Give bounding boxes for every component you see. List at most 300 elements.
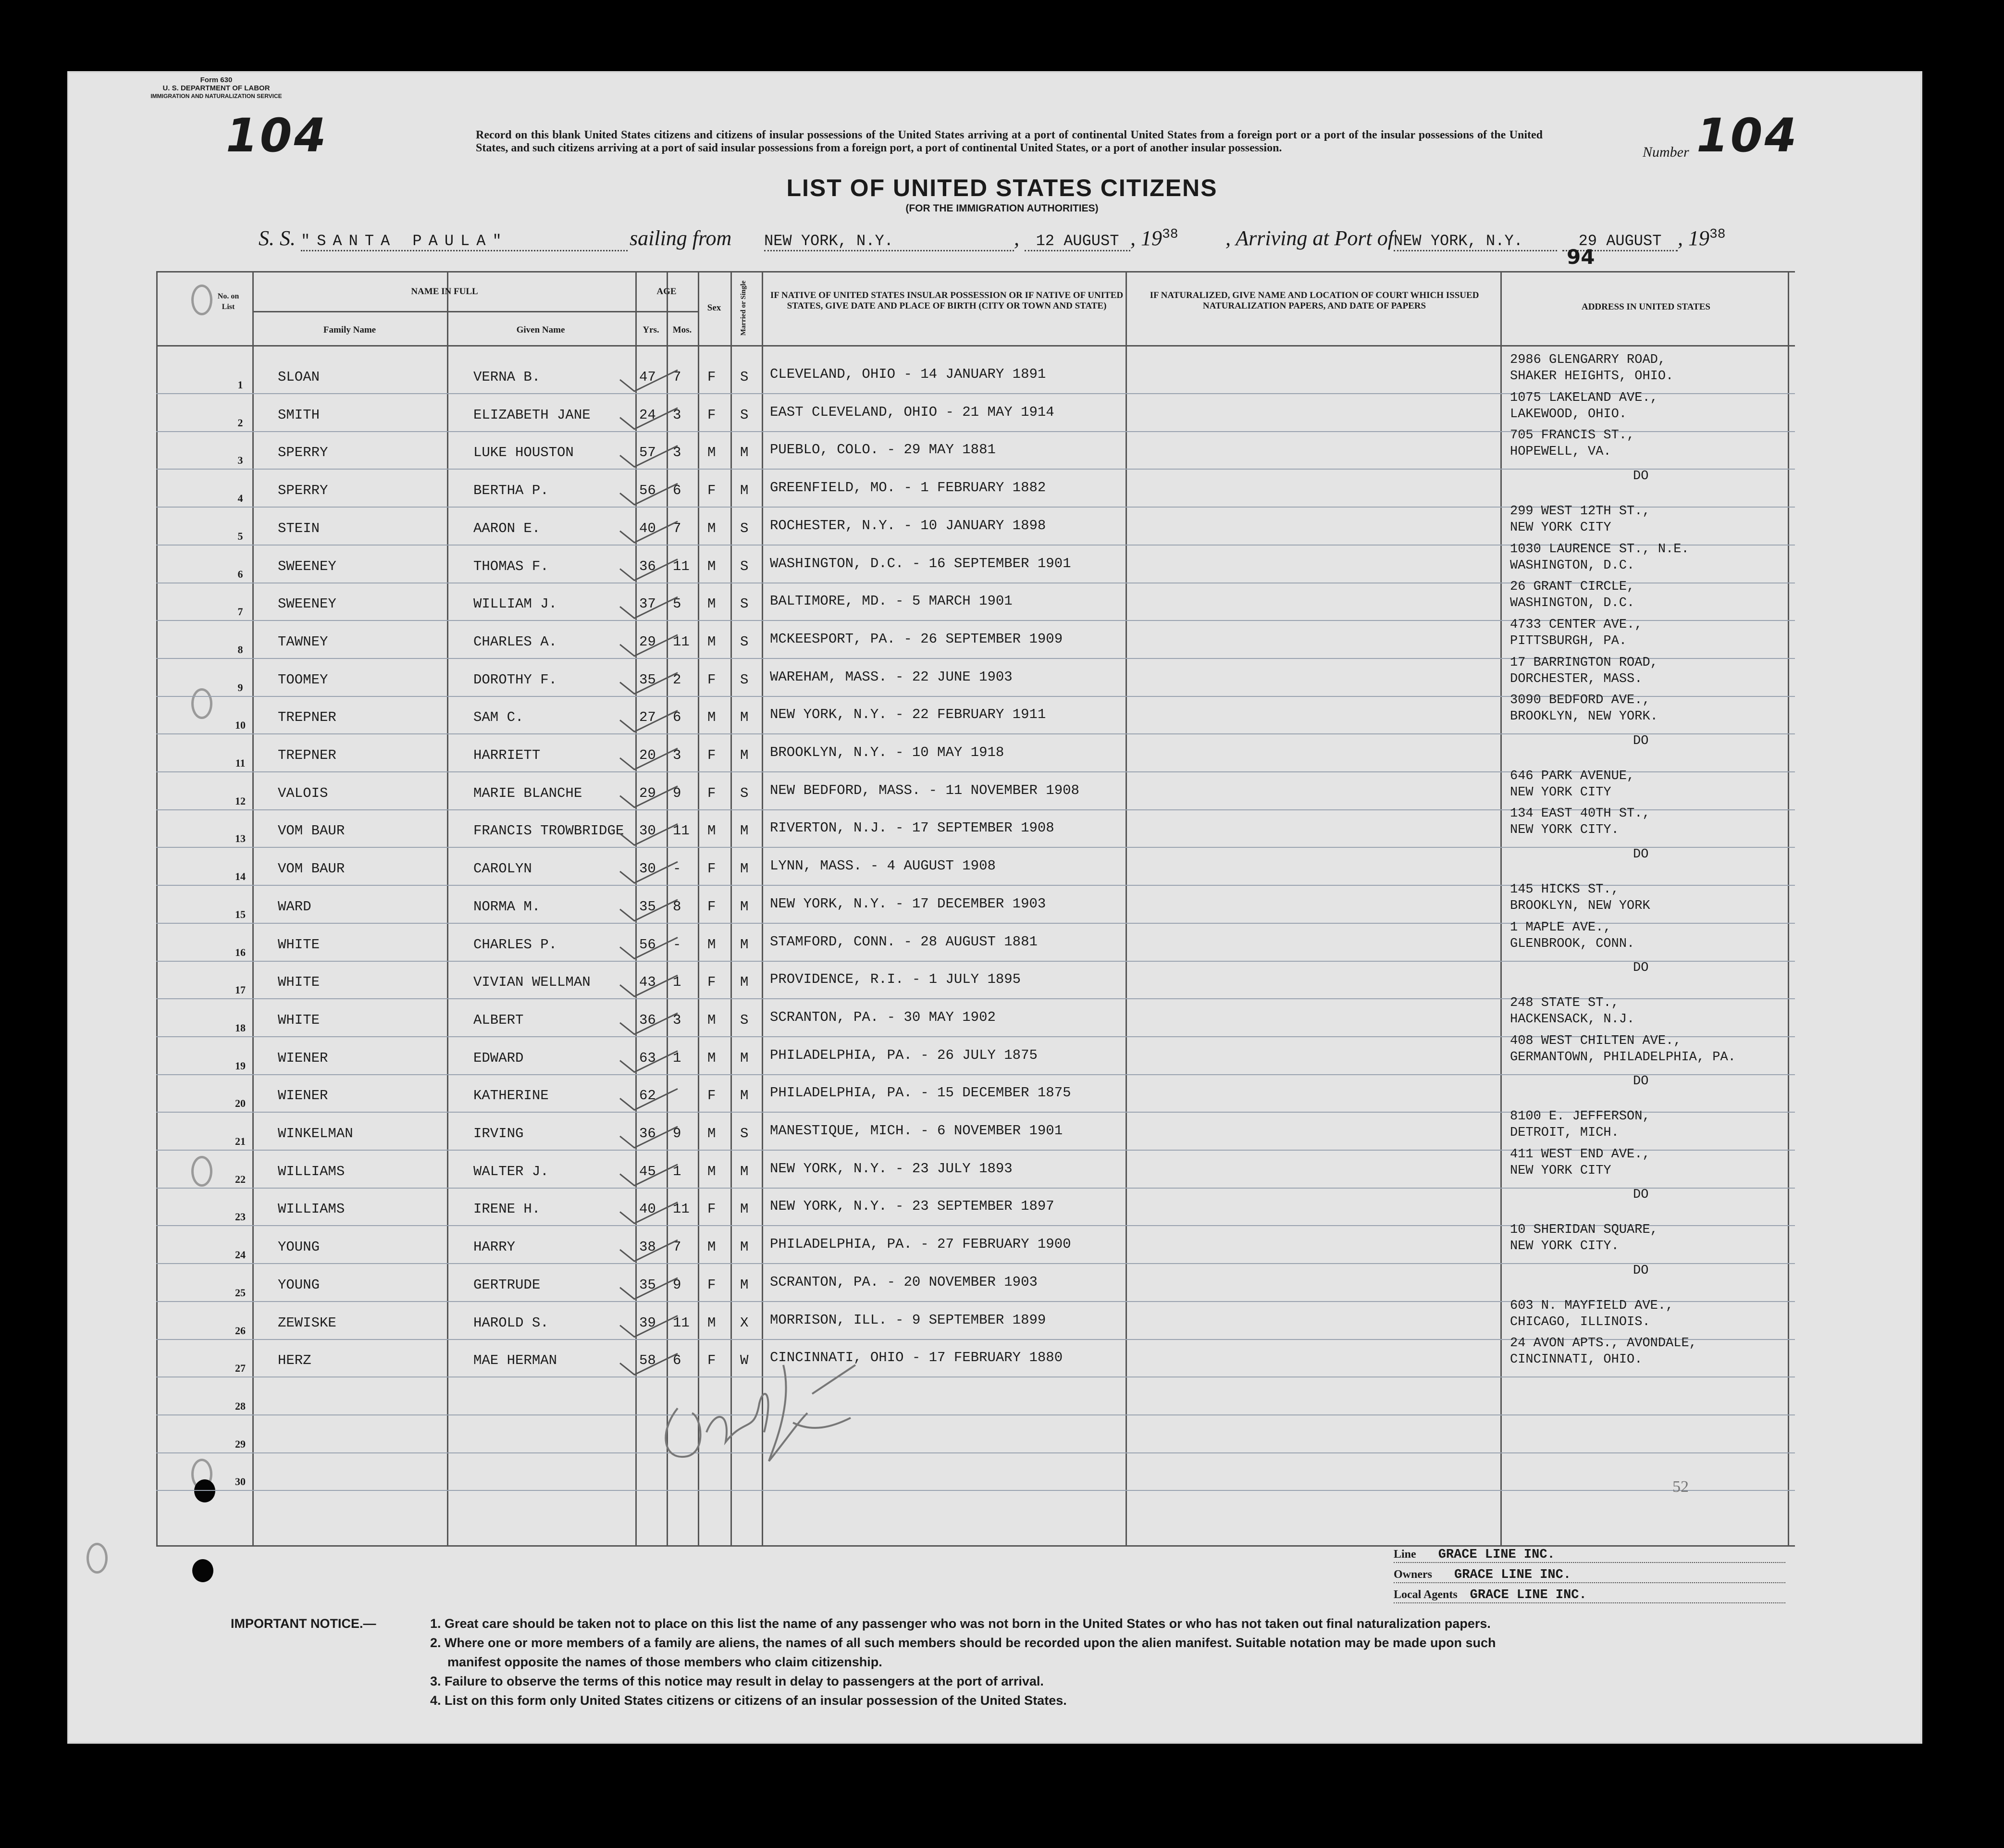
owners-value: GRACE LINE INC. bbox=[1454, 1568, 1571, 1582]
marital-status: X bbox=[740, 1315, 749, 1331]
birth-place-date: RIVERTON, N.J. - 17 SEPTEMBER 1908 bbox=[770, 820, 1054, 836]
birth-place-date: BALTIMORE, MD. - 5 MARCH 1901 bbox=[770, 593, 1013, 609]
sex: F bbox=[707, 1277, 716, 1293]
address-line-1: DO bbox=[1633, 1074, 1649, 1089]
marital-status: M bbox=[740, 823, 749, 839]
given-name: SAM C. bbox=[473, 709, 524, 725]
marital-status: S bbox=[740, 634, 749, 650]
marital-status: S bbox=[740, 407, 749, 423]
header-family-name: Family Name bbox=[323, 325, 376, 335]
address-line-1: 4733 CENTER AVE., bbox=[1510, 618, 1643, 632]
sex: F bbox=[707, 861, 716, 877]
sex: M bbox=[707, 1164, 716, 1179]
given-name: IRVING bbox=[473, 1126, 524, 1141]
birth-place-date: CINCINNATI, OHIO - 17 FEBRUARY 1880 bbox=[770, 1350, 1063, 1365]
to-year: 38 bbox=[1709, 227, 1726, 242]
marital-status: M bbox=[740, 445, 749, 460]
family-name: SWEENEY bbox=[278, 558, 336, 574]
sex: F bbox=[707, 899, 716, 915]
line-value: GRACE LINE INC. bbox=[1438, 1548, 1555, 1562]
address-line-2: BROOKLYN, NEW YORK bbox=[1510, 899, 1650, 913]
age-years: 36 bbox=[639, 1012, 656, 1028]
birth-place-date: NEW YORK, N.Y. - 22 FEBRUARY 1911 bbox=[770, 707, 1046, 722]
sex: F bbox=[707, 483, 716, 498]
header-address: ADDRESS IN UNITED STATES bbox=[1581, 302, 1710, 312]
row-number: 21 bbox=[235, 1135, 246, 1147]
address-line-2: GERMANTOWN, PHILADELPHIA, PA. bbox=[1510, 1050, 1736, 1065]
given-name: MARIE BLANCHE bbox=[473, 785, 582, 801]
sex: M bbox=[707, 1012, 716, 1028]
row-number: 7 bbox=[237, 606, 243, 618]
binder-hole-icon bbox=[191, 285, 212, 315]
family-name: TREPNER bbox=[278, 747, 336, 763]
age-months: 3 bbox=[673, 445, 681, 460]
given-name: LUKE HOUSTON bbox=[473, 445, 574, 460]
handwritten-note: 94 bbox=[1567, 245, 1595, 269]
notice-item: 3. Failure to observe the terms of this notice may result in delay to passengers at the port of arrival. bbox=[430, 1674, 1044, 1688]
line-label: Line bbox=[1394, 1548, 1416, 1561]
page-title: LIST OF UNITED STATES CITIZENS bbox=[786, 174, 1218, 201]
ss-label: S. S. bbox=[259, 226, 296, 250]
family-name: STEIN bbox=[278, 521, 320, 536]
owners-field bbox=[1394, 1568, 1785, 1583]
notice-item: manifest opposite the names of those members who claim citizenship. bbox=[447, 1655, 882, 1669]
family-name: TOOMEY bbox=[278, 672, 328, 688]
age-years: 56 bbox=[639, 937, 656, 953]
header-age: AGE bbox=[656, 286, 677, 297]
owners-label: Owners bbox=[1394, 1568, 1432, 1581]
age-months: 7 bbox=[673, 521, 681, 536]
age-months: - bbox=[673, 861, 681, 877]
notice-item: 1. Great care should be taken not to place on this list the name of any passenger who was not born in the United States or who has not taken out final naturalization papers. bbox=[430, 1616, 1491, 1631]
given-name: WALTER J. bbox=[473, 1164, 549, 1179]
row-rule bbox=[156, 1188, 1795, 1189]
address-line-2: NEW YORK CITY bbox=[1510, 1164, 1611, 1178]
row-number: 15 bbox=[235, 908, 246, 920]
address-line-1: DO bbox=[1633, 1188, 1649, 1202]
birth-place-date: SCRANTON, PA. - 30 MAY 1902 bbox=[770, 1009, 996, 1025]
column-rule bbox=[156, 271, 158, 1545]
given-name: VERNA B. bbox=[473, 369, 541, 385]
header-mos: Mos. bbox=[672, 325, 692, 335]
family-name: VALOIS bbox=[278, 785, 328, 801]
birth-place-date: PHILADELPHIA, PA. - 26 JULY 1875 bbox=[770, 1047, 1038, 1063]
age-months: 1 bbox=[673, 1164, 681, 1179]
marital-status: M bbox=[740, 1164, 749, 1179]
row-number: 18 bbox=[235, 1022, 246, 1034]
local-agents-value: GRACE LINE INC. bbox=[1470, 1588, 1587, 1602]
address-line-2: NEW YORK CITY. bbox=[1510, 1239, 1619, 1253]
sex: M bbox=[707, 937, 716, 953]
row-number: 25 bbox=[235, 1287, 246, 1299]
age-months: 9 bbox=[673, 1126, 681, 1141]
given-name: FRANCIS TROWBRIDGE bbox=[473, 823, 624, 839]
header-birth: IF NATIVE OF UNITED STATES INSULAR POSSESSION OR IF NATIVE OF UNITED STATES, GIVE DATE AND PLACE OF BIRTH (CITY OR TOWN AND STATE) bbox=[770, 290, 1124, 311]
row-number: 19 bbox=[235, 1060, 246, 1072]
row-number: 16 bbox=[235, 946, 246, 958]
family-name: WILLIAMS bbox=[278, 1201, 345, 1217]
birth-place-date: PHILADELPHIA, PA. - 15 DECEMBER 1875 bbox=[770, 1085, 1071, 1101]
marital-status: M bbox=[740, 709, 749, 725]
header-no-on-list: No. on List bbox=[217, 292, 239, 311]
marital-status: S bbox=[740, 785, 749, 801]
table-top-rule bbox=[156, 271, 1795, 273]
birth-place-date: ROCHESTER, N.Y. - 10 JANUARY 1898 bbox=[770, 518, 1046, 533]
header-sex: Sex bbox=[707, 303, 721, 313]
year-prefix-to: 19 bbox=[1688, 226, 1709, 250]
table-bottom-rule bbox=[156, 1545, 1795, 1547]
from-date: 12 AUGUST bbox=[1025, 232, 1130, 251]
address-line-2: PITTSBURGH, PA. bbox=[1510, 634, 1627, 648]
form-number: Form 630 bbox=[200, 76, 233, 84]
ship-name: "SANTA PAULA" bbox=[301, 232, 628, 251]
given-name: AARON E. bbox=[473, 521, 541, 536]
age-years: 36 bbox=[639, 1126, 656, 1141]
header-given-name: Given Name bbox=[516, 325, 565, 335]
local-agents-label: Local Agents bbox=[1394, 1588, 1458, 1601]
age-months: 8 bbox=[673, 899, 681, 915]
address-line-1: 299 WEST 12TH ST., bbox=[1510, 504, 1650, 519]
marital-status: M bbox=[740, 861, 749, 877]
row-number: 3 bbox=[237, 454, 243, 466]
header-married-single: Married or Single bbox=[740, 280, 747, 336]
address-line-2: BROOKLYN, NEW YORK. bbox=[1510, 709, 1658, 724]
sex: F bbox=[707, 1352, 716, 1368]
address-line-2: DORCHESTER, MASS. bbox=[1510, 672, 1643, 686]
age-months: 5 bbox=[673, 596, 681, 612]
service-name: IMMIGRATION AND NATURALIZATION SERVICE bbox=[150, 93, 282, 99]
to-date: 29 AUGUST bbox=[1562, 232, 1678, 251]
age-years: 62 bbox=[639, 1088, 656, 1104]
address-line-1: 646 PARK AVENUE, bbox=[1510, 769, 1635, 783]
row-number: 29 bbox=[235, 1438, 246, 1450]
address-line-1: 26 GRANT CIRCLE, bbox=[1510, 580, 1635, 594]
row-number: 30 bbox=[235, 1476, 246, 1488]
column-rule bbox=[447, 271, 448, 1545]
age-years: 36 bbox=[639, 558, 656, 574]
row-number: 6 bbox=[237, 568, 243, 580]
address-line-2: WASHINGTON, D.C. bbox=[1510, 596, 1635, 610]
given-name: WILLIAM J. bbox=[473, 596, 557, 612]
sex: M bbox=[707, 558, 716, 574]
sex: M bbox=[707, 521, 716, 536]
address-line-2: NEW YORK CITY bbox=[1510, 785, 1611, 800]
given-name: DOROTHY F. bbox=[473, 672, 557, 688]
voyage-line bbox=[259, 226, 628, 251]
address-line-2: CHICAGO, ILLINOIS. bbox=[1510, 1315, 1650, 1329]
department-name: U. S. DEPARTMENT OF LABOR bbox=[162, 84, 270, 92]
address-line-1: 10 SHERIDAN SQUARE, bbox=[1510, 1223, 1658, 1237]
row-number: 11 bbox=[235, 757, 246, 769]
given-name: CHARLES P. bbox=[473, 937, 557, 953]
row-number: 10 bbox=[235, 719, 246, 731]
sex: M bbox=[707, 1315, 716, 1331]
age-years: 45 bbox=[639, 1164, 656, 1179]
address-line-1: 411 WEST END AVE., bbox=[1510, 1147, 1650, 1162]
family-name: WINKELMAN bbox=[278, 1126, 353, 1141]
age-months: 3 bbox=[673, 407, 681, 423]
given-name: HARRY bbox=[473, 1239, 516, 1255]
arriving-label: , Arriving at Port of bbox=[1225, 226, 1394, 250]
given-name: GERTRUDE bbox=[473, 1277, 541, 1293]
age-months: 11 bbox=[673, 1315, 690, 1331]
birth-place-date: PUEBLO, COLO. - 29 MAY 1881 bbox=[770, 442, 996, 458]
sex: M bbox=[707, 1050, 716, 1066]
stamp-number-left: 104 bbox=[226, 109, 328, 162]
row-number: 22 bbox=[235, 1173, 246, 1185]
age-years: 30 bbox=[639, 823, 656, 839]
age-years: 58 bbox=[639, 1352, 656, 1368]
family-name: VOM BAUR bbox=[278, 861, 345, 877]
marital-status: M bbox=[740, 974, 749, 990]
address-line-1: 24 AVON APTS., AVONDALE, bbox=[1510, 1336, 1697, 1351]
birth-place-date: NEW BEDFORD, MASS. - 11 NOVEMBER 1908 bbox=[770, 782, 1079, 798]
row-number: 23 bbox=[235, 1211, 246, 1223]
family-name: WILLIAMS bbox=[278, 1164, 345, 1179]
family-name: WHITE bbox=[278, 937, 320, 953]
column-rule bbox=[1788, 271, 1789, 1545]
to-port: NEW YORK, N.Y. bbox=[1394, 232, 1557, 251]
birth-place-date: GREENFIELD, MO. - 1 FEBRUARY 1882 bbox=[770, 480, 1046, 496]
binder-hole-icon bbox=[87, 1543, 108, 1574]
address-line-1: DO bbox=[1633, 1264, 1649, 1278]
address-line-1: 134 EAST 40TH ST., bbox=[1510, 806, 1650, 821]
birth-place-date: NEW YORK, N.Y. - 23 SEPTEMBER 1897 bbox=[770, 1198, 1054, 1214]
sex: F bbox=[707, 785, 716, 801]
address-line-2: DETROIT, MICH. bbox=[1510, 1126, 1619, 1140]
birth-place-date: NEW YORK, N.Y. - 23 JULY 1893 bbox=[770, 1161, 1013, 1177]
row-number: 1 bbox=[237, 379, 243, 391]
age-months: 11 bbox=[673, 823, 690, 839]
age-months: 1 bbox=[673, 1050, 681, 1066]
birth-place-date: BROOKLYN, N.Y. - 10 MAY 1918 bbox=[770, 744, 1004, 760]
age-years: 43 bbox=[639, 974, 656, 990]
year-prefix-from: 19 bbox=[1141, 226, 1162, 250]
family-name: YOUNG bbox=[278, 1239, 320, 1255]
address-line-2: NEW YORK CITY. bbox=[1510, 823, 1619, 837]
age-years: 57 bbox=[639, 445, 656, 460]
age-months: 1 bbox=[673, 974, 681, 990]
age-years: 56 bbox=[639, 483, 656, 498]
age-months: 3 bbox=[673, 1012, 681, 1028]
sex: M bbox=[707, 1126, 716, 1141]
address-line-1: 8100 E. JEFFERSON, bbox=[1510, 1109, 1650, 1124]
sex: F bbox=[707, 974, 716, 990]
notice-list bbox=[430, 1614, 1790, 1710]
sex: F bbox=[707, 1201, 716, 1217]
sex: F bbox=[707, 407, 716, 423]
age-months: 3 bbox=[673, 747, 681, 763]
sex: M bbox=[707, 709, 716, 725]
birth-place-date: PROVIDENCE, R.I. - 1 JULY 1895 bbox=[770, 971, 1021, 987]
row-number: 2 bbox=[237, 417, 243, 429]
age-months: 7 bbox=[673, 1239, 681, 1255]
given-name: NORMA M. bbox=[473, 899, 541, 915]
family-name: WHITE bbox=[278, 1012, 320, 1028]
marital-status: S bbox=[740, 558, 749, 574]
age-years: 24 bbox=[639, 407, 656, 423]
age-months: 11 bbox=[673, 634, 690, 650]
address-line-2: GLENBROOK, CONN. bbox=[1510, 937, 1635, 951]
birth-place-date: MCKEESPORT, PA. - 26 SEPTEMBER 1909 bbox=[770, 631, 1063, 647]
from-port: NEW YORK, N.Y. bbox=[764, 232, 1014, 251]
address-line-1: 2986 GLENGARRY ROAD, bbox=[1510, 353, 1666, 367]
address-line-2: HOPEWELL, VA. bbox=[1510, 445, 1611, 459]
row-rule bbox=[156, 733, 1795, 734]
row-rule bbox=[156, 1414, 1795, 1415]
row-number: 20 bbox=[235, 1097, 246, 1109]
notice-item: 2. Where one or more members of a family are aliens, the names of all such members should be recorded upon the alien manifest. Suitable notation may be made upon such bbox=[430, 1636, 1496, 1650]
address-line-1: 603 N. MAYFIELD AVE., bbox=[1510, 1299, 1674, 1313]
family-name: WIENER bbox=[278, 1050, 328, 1066]
binder-hole-icon bbox=[191, 1156, 212, 1187]
age-years: 37 bbox=[639, 596, 656, 612]
family-name: SPERRY bbox=[278, 445, 328, 460]
birth-place-date: MORRISON, ILL. - 9 SEPTEMBER 1899 bbox=[770, 1312, 1046, 1328]
given-name: EDWARD bbox=[473, 1050, 524, 1066]
address-line-1: 1030 LAURENCE ST., N.E. bbox=[1510, 542, 1689, 557]
family-name: SMITH bbox=[278, 407, 320, 423]
address-line-2: LAKEWOOD, OHIO. bbox=[1510, 407, 1627, 422]
row-rule bbox=[156, 1263, 1795, 1264]
marital-status: S bbox=[740, 596, 749, 612]
row-number: 4 bbox=[237, 492, 243, 504]
age-years: 47 bbox=[639, 369, 656, 385]
given-name: ALBERT bbox=[473, 1012, 524, 1028]
binder-hole-icon bbox=[191, 688, 212, 719]
header-naturalized: IF NATURALIZED, GIVE NAME AND LOCATION OF COURT WHICH ISSUED NATURALIZATION PAPERS, AND DATE OF PAPERS bbox=[1150, 290, 1479, 311]
given-name: THOMAS F. bbox=[473, 558, 549, 574]
marital-status: S bbox=[740, 672, 749, 688]
row-number: 24 bbox=[235, 1249, 246, 1261]
row-rule bbox=[156, 1074, 1795, 1075]
age-years: 63 bbox=[639, 1050, 656, 1066]
marital-status: M bbox=[740, 483, 749, 498]
page-mark: 52 bbox=[1672, 1478, 1689, 1496]
marital-status: W bbox=[740, 1352, 749, 1368]
sex: M bbox=[707, 1239, 716, 1255]
given-name: VIVIAN WELLMAN bbox=[473, 974, 591, 990]
birth-place-date: NEW YORK, N.Y. - 17 DECEMBER 1903 bbox=[770, 896, 1046, 912]
row-rule bbox=[156, 847, 1795, 848]
header-name-in-full: NAME IN FULL bbox=[411, 286, 478, 297]
sex: M bbox=[707, 596, 716, 612]
given-name: MAE HERMAN bbox=[473, 1352, 557, 1368]
family-name: TAWNEY bbox=[278, 634, 328, 650]
sex: F bbox=[707, 1088, 716, 1104]
tick-marks-icon bbox=[572, 365, 716, 1423]
sex: F bbox=[707, 747, 716, 763]
marital-status: M bbox=[740, 747, 749, 763]
marital-status: M bbox=[740, 1201, 749, 1217]
row-rule bbox=[156, 469, 1795, 470]
given-name: CAROLYN bbox=[473, 861, 532, 877]
name-subheader-rule bbox=[252, 311, 699, 312]
row-number: 13 bbox=[235, 832, 246, 844]
given-name: BERTHA P. bbox=[473, 483, 549, 498]
marital-status: M bbox=[740, 899, 749, 915]
given-name: KATHERINE bbox=[473, 1088, 549, 1104]
row-rule bbox=[156, 1452, 1795, 1453]
family-name: YOUNG bbox=[278, 1277, 320, 1293]
marital-status: S bbox=[740, 1126, 749, 1141]
row-number: 8 bbox=[237, 644, 243, 656]
age-years: 38 bbox=[639, 1239, 656, 1255]
to-fields: NEW YORK, N.Y. 29 AUGUST , $19^{38}$ bbox=[1394, 226, 1726, 251]
marital-status: M bbox=[740, 937, 749, 953]
age-months: 11 bbox=[673, 1201, 690, 1217]
form-identifier bbox=[139, 76, 293, 100]
row-number: 17 bbox=[235, 984, 246, 996]
from-year: 38 bbox=[1162, 227, 1178, 242]
birth-place-date: LYNN, MASS. - 4 AUGUST 1908 bbox=[770, 858, 996, 874]
birth-place-date: MANESTIQUE, MICH. - 6 NOVEMBER 1901 bbox=[770, 1123, 1063, 1139]
given-name: CHARLES A. bbox=[473, 634, 557, 650]
age-years: 35 bbox=[639, 672, 656, 688]
sex: M bbox=[707, 823, 716, 839]
notice-label: IMPORTANT NOTICE.— bbox=[231, 1616, 376, 1631]
address-line-1: DO bbox=[1633, 847, 1649, 862]
family-name: SPERRY bbox=[278, 483, 328, 498]
row-number: 9 bbox=[237, 682, 243, 694]
given-name: HAROLD S. bbox=[473, 1315, 549, 1331]
family-name: TREPNER bbox=[278, 709, 336, 725]
header-yrs: Yrs. bbox=[643, 325, 659, 335]
row-number: 14 bbox=[235, 870, 246, 882]
marital-status: S bbox=[740, 521, 749, 536]
age-years: 20 bbox=[639, 747, 656, 763]
birth-place-date: WAREHAM, MASS. - 22 JUNE 1903 bbox=[770, 669, 1013, 685]
marital-status: M bbox=[740, 1088, 749, 1104]
row-number: 12 bbox=[235, 795, 246, 807]
age-months: 9 bbox=[673, 785, 681, 801]
given-name: IRENE H. bbox=[473, 1201, 541, 1217]
age-months: 7 bbox=[673, 369, 681, 385]
age-years: 29 bbox=[639, 634, 656, 650]
family-name: VOM BAUR bbox=[278, 823, 345, 839]
sex: F bbox=[707, 369, 716, 385]
punch-hole-icon bbox=[192, 1559, 213, 1582]
sex: F bbox=[707, 672, 716, 688]
column-rule bbox=[1500, 271, 1502, 1545]
row-number: 27 bbox=[235, 1362, 246, 1374]
age-months: 9 bbox=[673, 1277, 681, 1293]
birth-place-date: WASHINGTON, D.C. - 16 SEPTEMBER 1901 bbox=[770, 556, 1071, 571]
from-fields: NEW YORK, N.Y. , 12 AUGUST , $19^{38}$ bbox=[764, 226, 1178, 251]
age-months: - bbox=[673, 937, 681, 953]
sex: M bbox=[707, 634, 716, 650]
age-years: 39 bbox=[639, 1315, 656, 1331]
address-line-2: SHAKER HEIGHTS, OHIO. bbox=[1510, 369, 1674, 384]
birth-place-date: EAST CLEVELAND, OHIO - 21 MAY 1914 bbox=[770, 404, 1054, 420]
family-name: SLOAN bbox=[278, 369, 320, 385]
age-years: 29 bbox=[639, 785, 656, 801]
local-agents-field bbox=[1394, 1588, 1785, 1603]
address-line-1: 1 MAPLE AVE., bbox=[1510, 920, 1611, 935]
age-years: 35 bbox=[639, 1277, 656, 1293]
family-name: WARD bbox=[278, 899, 311, 915]
marital-status: M bbox=[740, 1050, 749, 1066]
age-years: 40 bbox=[639, 1201, 656, 1217]
address-line-1: DO bbox=[1633, 734, 1649, 748]
row-number: 28 bbox=[235, 1400, 246, 1412]
address-line-2: NEW YORK CITY bbox=[1510, 521, 1611, 535]
age-years: 35 bbox=[639, 899, 656, 915]
address-line-2: CINCINNATI, OHIO. bbox=[1510, 1352, 1643, 1367]
family-name: HERZ bbox=[278, 1352, 311, 1368]
marital-status: M bbox=[740, 1277, 749, 1293]
family-name: WHITE bbox=[278, 974, 320, 990]
